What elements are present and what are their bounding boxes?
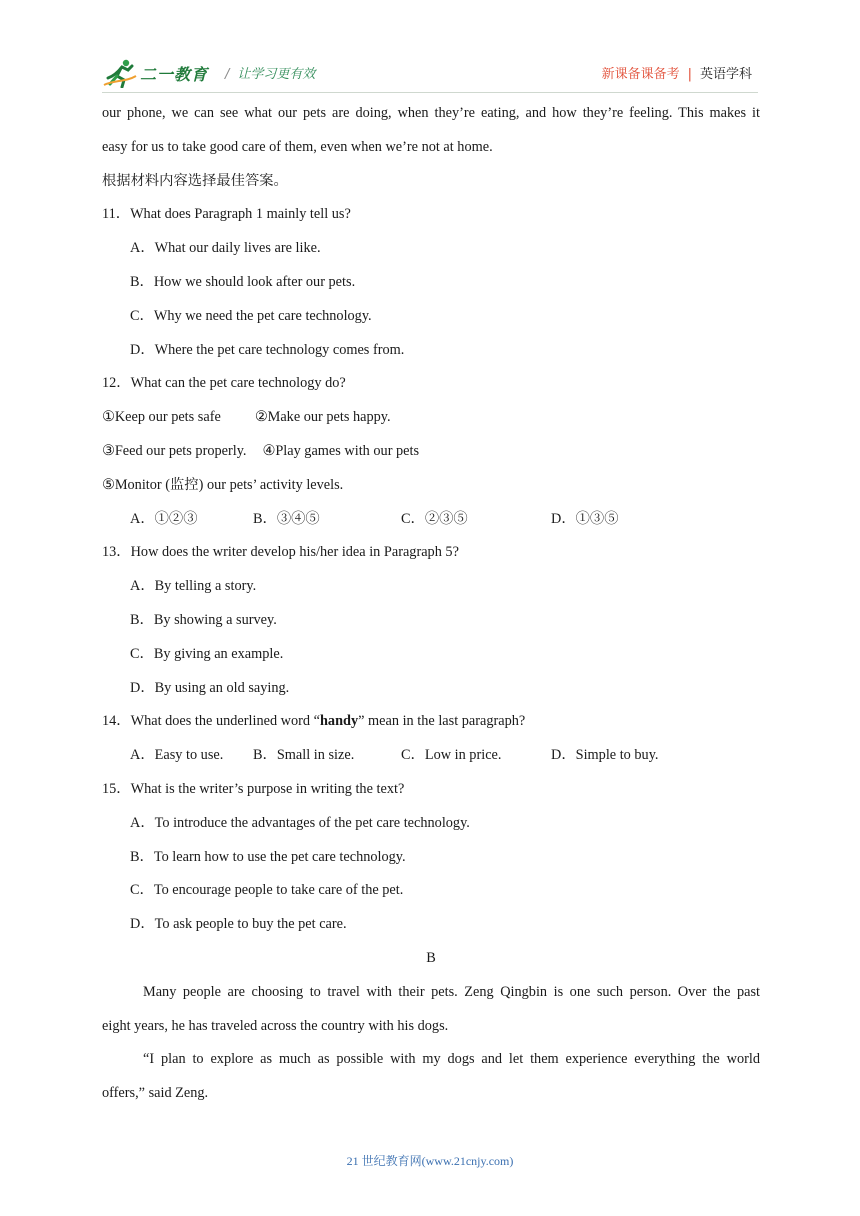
option-c: C．By giving an example. bbox=[130, 645, 284, 662]
statement-item: ⑤Monitor (监控) our pets’ activity levels. bbox=[102, 476, 344, 493]
option-a: A．To introduce the advantages of the pet care technology. bbox=[130, 814, 470, 831]
stem-text: ” mean in the last paragraph? bbox=[358, 713, 526, 730]
option-a: A．What our daily lives are like. bbox=[130, 240, 321, 257]
highlighted-word: handy bbox=[319, 713, 359, 730]
option-b: B．How we should look after our pets. bbox=[130, 273, 356, 290]
passage-line: easy for us to take good care of them, even when we’re not at home. bbox=[102, 138, 493, 155]
header-separator: | bbox=[687, 67, 692, 82]
passage-line: Many people are choosing to travel with their pets. Zeng Qingbin is one such person. Over the past bbox=[143, 983, 760, 1000]
option-d: D．To ask people to buy the pet care. bbox=[130, 916, 347, 933]
question-stem: 12．What can the pet care technology do? bbox=[102, 375, 346, 392]
section-title: B bbox=[426, 949, 436, 966]
passage-line: eight years, he has traveled across the country with his dogs. bbox=[102, 1017, 449, 1034]
passage-line: offers,” said Zeng. bbox=[102, 1085, 209, 1102]
option-b: B．③④⑤ bbox=[253, 510, 320, 527]
option-b: B．By showing a survey. bbox=[130, 611, 277, 628]
header-divider bbox=[102, 92, 758, 93]
slogan-text: 让学习更有效 bbox=[237, 67, 316, 82]
question-stem: 11．What does Paragraph 1 mainly tell us? bbox=[102, 206, 351, 223]
header-slogan: / 让学习更有效 bbox=[225, 67, 316, 82]
statement-row bbox=[102, 401, 760, 435]
option-b: B．Small in size. bbox=[253, 747, 355, 764]
question-stem: 13．How does the writer develop his/her idea in Paragraph 5? bbox=[102, 544, 459, 561]
option-a: A．①②③ bbox=[130, 510, 198, 527]
page-footer: 21 世纪教育网(www.21cnjy.com) bbox=[346, 1154, 514, 1168]
option-c: C．②③⑤ bbox=[401, 510, 468, 527]
question-stem: 15．What is the writer’s purpose in writing the text? bbox=[102, 780, 405, 797]
header-course-label: 新课备课备考 bbox=[601, 67, 680, 82]
option-c: C．To encourage people to take care of the pet. bbox=[130, 882, 404, 899]
option-d: D．Simple to buy. bbox=[551, 747, 659, 764]
logo bbox=[102, 58, 208, 88]
header-subject: 英语学科 bbox=[699, 67, 752, 82]
option-a: A．By telling a story. bbox=[130, 578, 257, 595]
instruction-text: 根据材料内容选择最佳答案。 bbox=[102, 172, 288, 189]
passage-line: our phone, we can see what our pets are doing, when they’re eating, and how they’re feeling. This makes it bbox=[102, 105, 760, 121]
option-d: D．Where the pet care technology comes from. bbox=[130, 341, 405, 358]
option-d: D．①③⑤ bbox=[551, 510, 619, 527]
option-c: C．Why we need the pet care technology. bbox=[130, 307, 372, 324]
stem-text: 14．What does the underlined word “ bbox=[102, 713, 320, 730]
statement-item: ①Keep our pets safe bbox=[102, 409, 221, 426]
options-row bbox=[102, 503, 760, 537]
option-d: D．By using an old saying. bbox=[130, 679, 290, 696]
option-b: B．To learn how to use the pet care technology. bbox=[130, 848, 406, 865]
runner-logo-icon bbox=[102, 58, 138, 88]
logo-text: 二一教育 bbox=[140, 64, 209, 84]
header-right bbox=[602, 63, 752, 82]
page-header bbox=[102, 56, 758, 90]
document-body bbox=[102, 97, 760, 1111]
statement-item: ②Make our pets happy. bbox=[254, 409, 391, 426]
question-stem bbox=[102, 705, 760, 739]
option-a: A．Easy to use. bbox=[130, 747, 224, 764]
option-c: C．Low in price. bbox=[401, 747, 502, 764]
statement-item: ④Play games with our pets bbox=[262, 442, 420, 459]
statement-row bbox=[102, 435, 760, 469]
options-row bbox=[102, 739, 760, 773]
passage-line: “I plan to explore as much as possible with my dogs and let them experience everything the world bbox=[143, 1051, 760, 1068]
statement-item: ③Feed our pets properly. bbox=[102, 442, 247, 459]
